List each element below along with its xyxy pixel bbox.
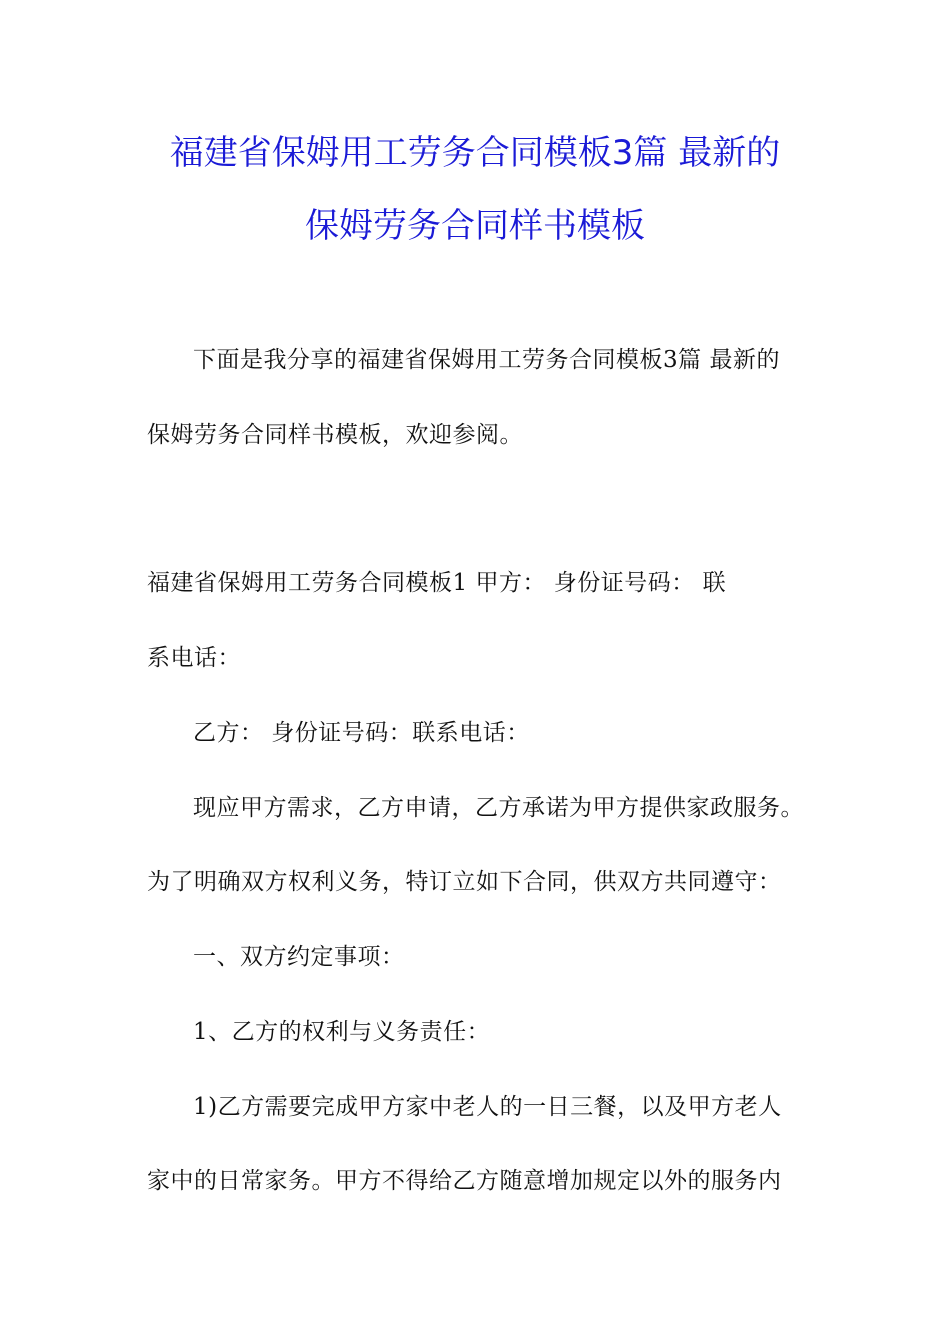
clause-line-1: 1)乙方需要完成甲方家中老人的一日三餐，以及甲方老人 [193, 1094, 782, 1120]
intro-paragraph-line-1: 下面是我分享的福建省保姆用工劳务合同模板3篇 最新的 [193, 347, 780, 373]
preamble-line-2: 为了明确双方权利义务，特订立如下合同，供双方共同遵守： [147, 869, 782, 895]
intro-paragraph-line-2: 保姆劳务合同样书模板，欢迎参阅。 [147, 422, 523, 448]
preamble-line-1: 现应甲方需求，乙方申请，乙方承诺为甲方提供家政服务。 [193, 795, 804, 821]
section-heading-1: 一、双方约定事项： [193, 944, 405, 970]
document-title-line-2: 保姆劳务合同样书模板 [305, 206, 645, 246]
contract-heading-line-2: 系电话： [147, 645, 241, 671]
party-b-line: 乙方： 身份证号码：联系电话： [193, 720, 530, 746]
subsection-heading-1: 1、乙方的权利与义务责任： [193, 1019, 491, 1045]
clause-line-2: 家中的日常家务。甲方不得给乙方随意增加规定以外的服务内 [147, 1168, 782, 1194]
document-title-line-1: 福建省保姆用工劳务合同模板3篇 最新的 [169, 133, 781, 173]
contract-heading-line-1: 福建省保姆用工劳务合同模板1 甲方： 身份证号码： 联 [147, 570, 727, 596]
